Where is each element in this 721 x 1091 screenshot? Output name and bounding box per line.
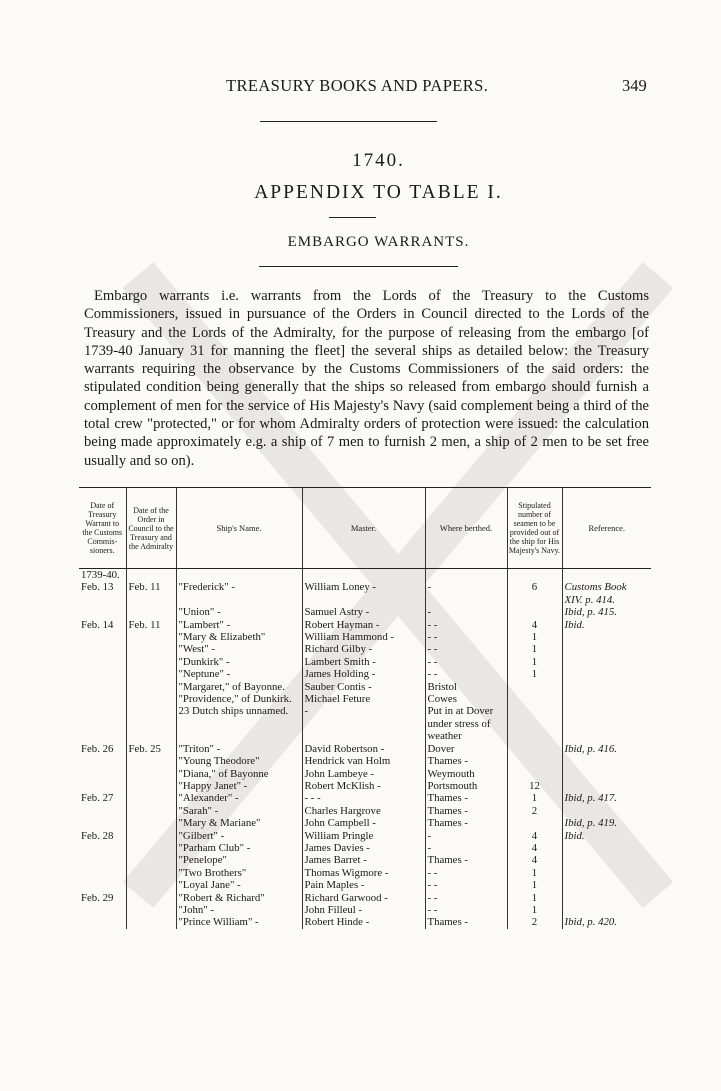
cell-ship-name-text: "Penelope" xyxy=(178,854,227,867)
cell-order-date xyxy=(126,805,176,817)
cell-order-date xyxy=(126,854,176,866)
cell-where-berthed xyxy=(425,879,507,891)
cell-date xyxy=(79,594,126,606)
cell-ship-name xyxy=(176,879,302,891)
cell-ship-name-text: "Sarah" - xyxy=(178,804,219,817)
cell-order-date xyxy=(126,780,176,792)
cell-where-berthed xyxy=(425,755,507,767)
cell-reference: Ibid, p. 416. xyxy=(562,743,651,755)
cell-ship-name xyxy=(176,581,302,593)
cell-reference xyxy=(562,842,651,854)
table-row xyxy=(79,768,651,780)
cell-date xyxy=(79,780,126,792)
cell-seamen: 1 xyxy=(507,792,562,804)
cell-where-berthed-text: - xyxy=(427,581,432,594)
cell-ship-name xyxy=(176,892,302,904)
cell-where-berthed-text: Thames - xyxy=(427,854,468,867)
cell-date xyxy=(79,755,126,767)
cell-master: William Loney - xyxy=(302,581,425,593)
cell-date xyxy=(79,867,126,879)
cell-reference: Ibid. xyxy=(562,619,651,631)
heading-appendix: APPENDIX TO TABLE I. xyxy=(254,182,503,203)
cell-ship-name xyxy=(176,668,302,680)
cell-where-berthed xyxy=(425,904,507,916)
cell-ship-name-text: "Mary & Mariane" xyxy=(178,817,261,830)
cell-master: Lambert Smith - xyxy=(302,656,425,668)
cell-ship-name-text: "Frederick" - xyxy=(178,581,235,594)
cell-where-berthed-text: Cowes xyxy=(427,693,457,706)
cell-master: Robert Hinde - xyxy=(302,916,425,928)
cell-master: Richard Gilby - xyxy=(302,643,425,655)
cell-ship-name xyxy=(176,594,302,606)
cell-ship-name xyxy=(176,780,302,792)
cell-ship-name-text: "John" - xyxy=(178,903,215,916)
cell-ship-name-text: 23 Dutch ships unnamed. xyxy=(178,705,289,718)
cell-where-berthed xyxy=(425,606,507,618)
cell-where-berthed-text: - xyxy=(427,606,432,619)
cell-order-date xyxy=(126,867,176,879)
cell-where-berthed-text: - - xyxy=(427,643,438,656)
heading-year: 1740. xyxy=(352,150,405,171)
cell-ship-name xyxy=(176,842,302,854)
cell-date xyxy=(79,904,126,916)
table-row xyxy=(79,892,651,904)
cell-ship-name-text: "Young Theodore" xyxy=(178,755,260,768)
cell-seamen: 1 xyxy=(507,892,562,904)
col-header-reference: Reference. xyxy=(562,488,651,569)
cell-ship-name xyxy=(176,631,302,643)
cell-master: - xyxy=(302,705,425,742)
table-row xyxy=(79,792,651,804)
cell-order-date xyxy=(126,656,176,668)
cell-seamen xyxy=(507,606,562,618)
cell-ship-name xyxy=(176,569,302,582)
cell-date xyxy=(79,693,126,705)
cell-reference xyxy=(562,569,651,582)
page-number: 349 xyxy=(622,76,647,95)
cell-where-berthed-text: Thames - xyxy=(427,817,468,830)
cell-reference xyxy=(562,780,651,792)
cell-order-date xyxy=(126,792,176,804)
cell-ship-name xyxy=(176,643,302,655)
cell-where-berthed xyxy=(425,792,507,804)
cell-date xyxy=(79,668,126,680)
cell-ship-name-text: "Two Brothers" xyxy=(178,866,247,879)
cell-date: Feb. 29 xyxy=(81,891,114,904)
table-row xyxy=(79,879,651,891)
cell-date: Feb. 13 xyxy=(81,581,114,594)
running-title: TREASURY BOOKS AND PAPERS. xyxy=(226,76,489,95)
table-row xyxy=(79,631,651,643)
cell-where-berthed xyxy=(425,743,507,755)
cell-date: Feb. 27 xyxy=(81,792,114,805)
cell-where-berthed-text: - xyxy=(427,841,432,854)
cell-ship-name xyxy=(176,619,302,631)
cell-ship-name xyxy=(176,817,302,829)
table-row xyxy=(79,693,651,705)
cell-date xyxy=(79,879,126,891)
cell-seamen xyxy=(507,768,562,780)
cell-reference xyxy=(562,631,651,643)
divider-rule-lower xyxy=(259,266,458,267)
cell-master: - - - xyxy=(302,792,425,804)
divider-rule xyxy=(260,121,437,122)
cell-master: David Robertson - xyxy=(302,743,425,755)
cell-seamen: 4 xyxy=(507,619,562,631)
cell-reference xyxy=(562,867,651,879)
cell-ship-name-text: "Dunkirk" - xyxy=(178,655,230,668)
cell-where-berthed xyxy=(425,693,507,705)
cell-date xyxy=(79,631,126,643)
cell-ship-name-text: "Robert & Richard" xyxy=(178,891,265,904)
cell-date: Feb. 28 xyxy=(81,829,114,842)
cell-seamen: 1 xyxy=(507,904,562,916)
cell-ship-name xyxy=(176,743,302,755)
table-body xyxy=(79,569,651,929)
cell-seamen xyxy=(507,743,562,755)
cell-where-berthed xyxy=(425,854,507,866)
cell-reference xyxy=(562,892,651,904)
cell-seamen: 1 xyxy=(507,643,562,655)
cell-reference xyxy=(562,693,651,705)
cell-reference xyxy=(562,755,651,767)
cell-reference: XIV. p. 414. xyxy=(562,594,651,606)
cell-ship-name xyxy=(176,904,302,916)
cell-where-berthed xyxy=(425,631,507,643)
cell-seamen xyxy=(507,681,562,693)
cell-master: Charles Hargrove xyxy=(302,805,425,817)
cell-master: Thomas Wigmore - xyxy=(302,867,425,879)
table-row xyxy=(79,842,651,854)
cell-master: James Barret - xyxy=(302,854,425,866)
cell-ship-name-text: "Triton" - xyxy=(178,742,221,755)
cell-reference: Ibid. xyxy=(562,830,651,842)
col-header-where: Where berthed. xyxy=(425,488,507,569)
table-row xyxy=(79,743,651,755)
cell-order-date xyxy=(126,892,176,904)
cell-order-date xyxy=(126,830,176,842)
short-divider-rule xyxy=(329,217,376,218)
cell-order-date xyxy=(126,668,176,680)
cell-reference xyxy=(562,643,651,655)
cell-date: Feb. 26 xyxy=(81,742,114,755)
cell-ship-name-text: "Neptune" - xyxy=(178,668,231,681)
table-row xyxy=(79,705,651,742)
intro-paragraph xyxy=(84,287,649,470)
cell-seamen: 2 xyxy=(507,916,562,928)
cell-ship-name-text: "Union" - xyxy=(178,606,221,619)
cell-where-berthed xyxy=(425,916,507,928)
cell-seamen xyxy=(507,594,562,606)
table-row xyxy=(79,681,651,693)
table-row xyxy=(79,569,651,582)
cell-ship-name-text: "Diana," of Bayonne xyxy=(178,767,269,780)
cell-where-berthed xyxy=(425,705,507,742)
cell-ship-name xyxy=(176,705,302,742)
running-head xyxy=(0,76,721,96)
cell-master: James Holding - xyxy=(302,668,425,680)
cell-where-berthed xyxy=(425,594,507,606)
cell-ship-name-text: "Parham Club" - xyxy=(178,841,251,854)
cell-seamen xyxy=(507,569,562,582)
table-row xyxy=(79,805,651,817)
cell-seamen: 12 xyxy=(507,780,562,792)
cell-master: Sauber Contis - xyxy=(302,681,425,693)
cell-reference xyxy=(562,805,651,817)
cell-seamen xyxy=(507,817,562,829)
cell-reference xyxy=(562,904,651,916)
cell-where-berthed-text: - xyxy=(427,829,432,842)
cell-seamen: 1 xyxy=(507,631,562,643)
table-row xyxy=(79,619,651,631)
cell-master: Pain Maples - xyxy=(302,879,425,891)
col-header-order: Date of the Order in Council to the Treasury and the Admiralty xyxy=(126,488,176,569)
cell-where-berthed-text: Thames - xyxy=(427,916,468,929)
table-row xyxy=(79,594,651,606)
table-row xyxy=(79,904,651,916)
cell-date xyxy=(79,606,126,618)
cell-where-berthed xyxy=(425,581,507,593)
cell-where-berthed xyxy=(425,892,507,904)
cell-reference xyxy=(562,705,651,742)
cell-date: Feb. 14 xyxy=(81,618,114,631)
table-row xyxy=(79,830,651,842)
cell-master: Richard Garwood - xyxy=(302,892,425,904)
cell-where-berthed xyxy=(425,867,507,879)
cell-ship-name xyxy=(176,656,302,668)
cell-date: 1739-40. xyxy=(81,569,120,581)
table-row xyxy=(79,755,651,767)
cell-ship-name-text: "Lambert" - xyxy=(178,618,231,631)
cell-seamen: 2 xyxy=(507,805,562,817)
cell-date xyxy=(79,656,126,668)
cell-ship-name xyxy=(176,867,302,879)
cell-master: Samuel Astry - xyxy=(302,606,425,618)
cell-date xyxy=(79,842,126,854)
cell-seamen: 1 xyxy=(507,656,562,668)
cell-reference xyxy=(562,768,651,780)
table-row xyxy=(79,867,651,879)
cell-order-date: Feb. 11 xyxy=(126,619,176,631)
cell-date xyxy=(79,817,126,829)
cell-ship-name xyxy=(176,805,302,817)
cell-master: John Lambeye - xyxy=(302,768,425,780)
cell-where-berthed-text: - - xyxy=(427,631,438,644)
cell-order-date xyxy=(126,879,176,891)
cell-date xyxy=(79,768,126,780)
cell-ship-name xyxy=(176,693,302,705)
cell-order-date xyxy=(126,681,176,693)
cell-order-date xyxy=(126,755,176,767)
cell-order-date xyxy=(126,569,176,582)
cell-where-berthed-text: - - xyxy=(427,655,438,668)
cell-ship-name xyxy=(176,768,302,780)
cell-where-berthed-text: Thames - xyxy=(427,755,468,768)
cell-where-berthed-text: - - xyxy=(427,618,438,631)
cell-date xyxy=(79,916,126,928)
cell-where-berthed xyxy=(425,805,507,817)
cell-order-date: Feb. 25 xyxy=(126,743,176,755)
intro-text: Embargo warrants i.e. warrants from the Lords of the Treasury to the Customs Commissioners, issued in pursuance of the Orders in Council directed to the Lords of the Treasury and the Lords of the Admiralty, for the purpose of releasing from the embargo [of 1739-40 January 31 for manning the fleet] the several ships as detailed below: the Treasury warrants requiring the observance by the Customs Commissioners of the said orders: the stipulated condition being generally that the ships so released from embargo should furnish a complement of men for the service of His Majesty's Navy (said complement being a third of the total crew "protected," or for whom Admiralty orders of protection were issued: the calculation being made approximately e.g. a ship of 7 men to furnish 2 men, a ship of 2 men to be set free usually and so on). xyxy=(84,288,649,469)
cell-where-berthed xyxy=(425,668,507,680)
cell-reference: Ibid, p. 420. xyxy=(562,916,651,928)
table-row xyxy=(79,581,651,593)
cell-ship-name xyxy=(176,606,302,618)
cell-ship-name-text: "West" - xyxy=(178,643,215,656)
cell-where-berthed xyxy=(425,768,507,780)
cell-where-berthed-text: Thames - xyxy=(427,792,468,805)
table-row xyxy=(79,656,651,668)
cell-order-date xyxy=(126,916,176,928)
cell-master: William Hammond - xyxy=(302,631,425,643)
cell-date xyxy=(79,705,126,742)
col-header-seamen: Stipulated number of seamen to be provided out of the ship for His Majesty's Navy. xyxy=(507,488,562,569)
cell-where-berthed-text: Dover xyxy=(427,742,455,755)
cell-where-berthed-text: - - xyxy=(427,668,438,681)
cell-seamen xyxy=(507,755,562,767)
cell-master xyxy=(302,594,425,606)
cell-reference xyxy=(562,681,651,693)
cell-order-date: Feb. 11 xyxy=(126,581,176,593)
cell-where-berthed xyxy=(425,569,507,582)
cell-where-berthed xyxy=(425,842,507,854)
cell-order-date xyxy=(126,904,176,916)
cell-reference: Ibid, p. 415. xyxy=(562,606,651,618)
cell-master: James Davies - xyxy=(302,842,425,854)
section-heading: EMBARGO WARRANTS. xyxy=(287,234,470,250)
cell-master xyxy=(302,569,425,582)
cell-ship-name xyxy=(176,854,302,866)
cell-where-berthed-text: - - xyxy=(427,879,438,892)
cell-reference: Ibid, p. 419. xyxy=(562,817,651,829)
cell-seamen: 1 xyxy=(507,668,562,680)
cell-where-berthed-text: Portsmouth xyxy=(427,779,478,792)
cell-where-berthed-text: Bristol xyxy=(427,680,457,693)
cell-order-date xyxy=(126,606,176,618)
cell-master: Hendrick van Holm xyxy=(302,755,425,767)
cell-ship-name-text: "Alexander" - xyxy=(178,792,239,805)
cell-order-date xyxy=(126,631,176,643)
cell-ship-name-text: "Margaret," of Bayonne. xyxy=(178,680,285,693)
cell-where-berthed-text: - - xyxy=(427,891,438,904)
cell-order-date xyxy=(126,768,176,780)
cell-where-berthed xyxy=(425,656,507,668)
cell-ship-name-text: "Mary & Elizabeth" xyxy=(178,631,266,644)
cell-ship-name-text: "Gilbert" - xyxy=(178,829,225,842)
table-row xyxy=(79,780,651,792)
cell-seamen: 1 xyxy=(507,879,562,891)
cell-ship-name xyxy=(176,755,302,767)
cell-ship-name-text: "Happy Janet" - xyxy=(178,779,248,792)
cell-master: William Pringle xyxy=(302,830,425,842)
cell-date xyxy=(79,805,126,817)
cell-ship-name-text: "Prince William" - xyxy=(178,916,259,929)
cell-master: Michael Feture xyxy=(302,693,425,705)
table-row xyxy=(79,668,651,680)
cell-where-berthed xyxy=(425,817,507,829)
cell-order-date xyxy=(126,693,176,705)
col-header-master: Master. xyxy=(302,488,425,569)
cell-ship-name xyxy=(176,681,302,693)
col-header-date: Date of Treasury Warrant to the Customs Commis-sioners. xyxy=(79,488,126,569)
cell-where-berthed xyxy=(425,619,507,631)
cell-date xyxy=(79,854,126,866)
cell-seamen: 4 xyxy=(507,854,562,866)
embargo-warrants-table xyxy=(79,487,651,929)
table-row xyxy=(79,916,651,928)
cell-where-berthed-text: - - xyxy=(427,866,438,879)
table-row xyxy=(79,606,651,618)
cell-reference: Customs Book xyxy=(562,581,651,593)
cell-where-berthed-text: - - xyxy=(427,903,438,916)
cell-seamen: 4 xyxy=(507,842,562,854)
cell-ship-name-text: "Providence," of Dunkirk. xyxy=(178,693,292,706)
cell-order-date xyxy=(126,705,176,742)
cell-reference xyxy=(562,668,651,680)
cell-seamen: 4 xyxy=(507,830,562,842)
cell-reference xyxy=(562,854,651,866)
cell-seamen xyxy=(507,693,562,705)
cell-ship-name xyxy=(176,916,302,928)
cell-ship-name xyxy=(176,830,302,842)
cell-reference: Ibid, p. 417. xyxy=(562,792,651,804)
cell-order-date xyxy=(126,817,176,829)
cell-order-date xyxy=(126,594,176,606)
cell-order-date xyxy=(126,842,176,854)
cell-where-berthed xyxy=(425,681,507,693)
cell-master: Robert Hayman - xyxy=(302,619,425,631)
cell-reference xyxy=(562,879,651,891)
cell-reference xyxy=(562,656,651,668)
cell-date xyxy=(79,643,126,655)
table-row xyxy=(79,643,651,655)
cell-date xyxy=(79,681,126,693)
cell-order-date xyxy=(126,643,176,655)
cell-master: Robert McKlish - xyxy=(302,780,425,792)
cell-seamen xyxy=(507,705,562,742)
cell-where-berthed xyxy=(425,830,507,842)
cell-seamen: 6 xyxy=(507,581,562,593)
cell-master: John Campbell - xyxy=(302,817,425,829)
cell-master: John Filleul - xyxy=(302,904,425,916)
table-row xyxy=(79,817,651,829)
cell-where-berthed-text: Put in at Dover under stress of weather xyxy=(427,705,494,743)
cell-where-berthed xyxy=(425,643,507,655)
cell-where-berthed-text: Weymouth xyxy=(427,767,475,780)
table-row xyxy=(79,854,651,866)
cell-seamen: 1 xyxy=(507,867,562,879)
table-header-row xyxy=(79,488,651,569)
cell-where-berthed-text: Thames - xyxy=(427,804,468,817)
cell-ship-name-text: "Loyal Jane" - xyxy=(178,879,241,892)
col-header-ship: Ship's Name. xyxy=(176,488,302,569)
cell-ship-name xyxy=(176,792,302,804)
cell-where-berthed xyxy=(425,780,507,792)
